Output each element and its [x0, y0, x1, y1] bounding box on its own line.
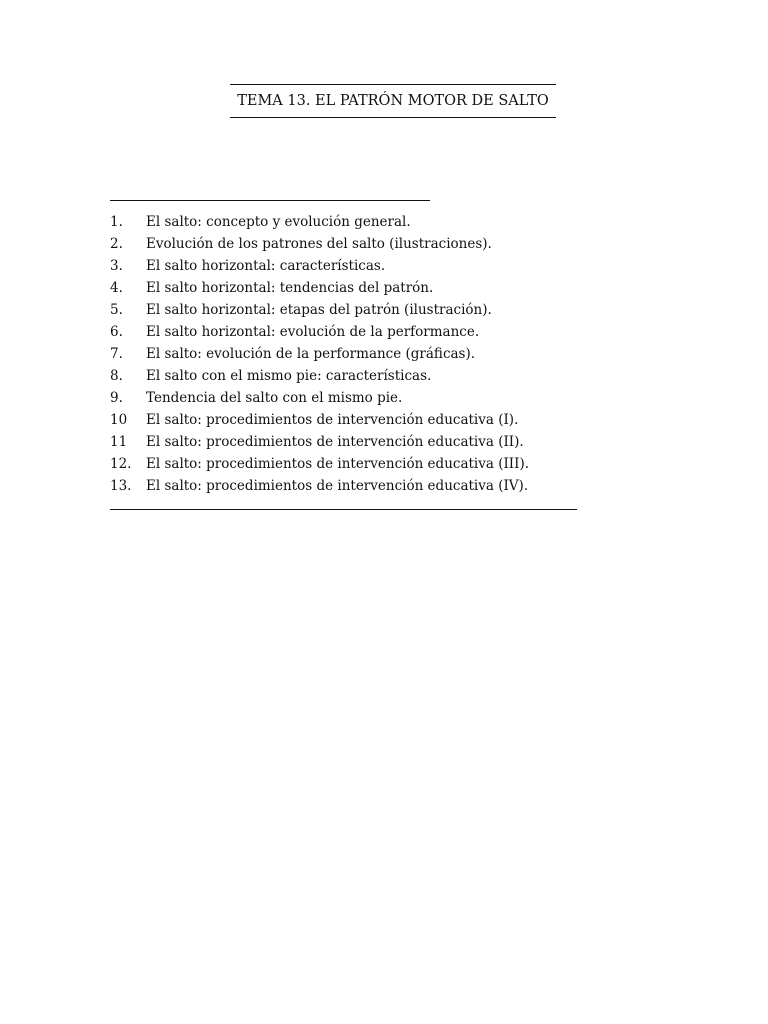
contents-item-number: 3. — [110, 258, 123, 274]
contents-item-text: El salto horizontal: evolución de la performance. — [146, 324, 480, 340]
contents-item-text: El salto: procedimientos de intervención educativa (I). — [146, 412, 519, 428]
contents-list — [110, 211, 630, 497]
contents-item — [110, 453, 630, 475]
contents-item-number: 5. — [110, 302, 123, 318]
contents-item-number: 11 — [110, 434, 128, 450]
contents-item — [110, 321, 630, 343]
contents-item — [110, 299, 630, 321]
contents-item-text: El salto con el mismo pie: características. — [146, 368, 432, 384]
contents-item-number: 6. — [110, 324, 123, 340]
contents-item-number: 8. — [110, 368, 123, 384]
contents-item-text: Tendencia del salto con el mismo pie. — [146, 390, 403, 406]
contents-item — [110, 277, 630, 299]
contents-item-text: El salto: procedimientos de intervención educativa (III). — [146, 456, 530, 472]
contents-item — [110, 211, 630, 233]
contents-item — [110, 387, 630, 409]
title-block — [230, 84, 556, 118]
contents-item — [110, 365, 630, 387]
contents-item-number: 7. — [110, 346, 123, 362]
contents-bottom-rule — [110, 509, 577, 510]
contents-item-number: 12. — [110, 456, 132, 472]
contents-item — [110, 475, 630, 497]
contents-item-number: 9. — [110, 390, 123, 406]
contents-item-text: El salto: evolución de la performance (gráficas). — [146, 346, 476, 362]
contents-item — [110, 343, 630, 365]
contents-item-text: El salto: concepto y evolución general. — [146, 214, 411, 230]
page-title: TEMA 13. EL PATRÓN MOTOR DE SALTO — [237, 93, 549, 109]
contents-item-text: El salto horizontal: etapas del patrón (ilustración). — [146, 302, 492, 318]
contents-item-number: 1. — [110, 214, 123, 230]
contents-item-number: 2. — [110, 236, 123, 252]
contents-item-number: 13. — [110, 478, 132, 494]
contents-item — [110, 431, 630, 453]
title-bottom-rule — [230, 117, 556, 118]
contents-item-text: El salto: procedimientos de intervención educativa (IV). — [146, 478, 529, 494]
contents-top-rule — [110, 200, 430, 201]
contents-item — [110, 233, 630, 255]
contents-item — [110, 409, 630, 431]
contents-item-text: El salto: procedimientos de intervención educativa (II). — [146, 434, 524, 450]
contents-item — [110, 255, 630, 277]
contents-item-text: Evolución de los patrones del salto (ilustraciones). — [146, 236, 492, 252]
contents-item-text: El salto horizontal: características. — [146, 258, 386, 274]
contents-item-number: 4. — [110, 280, 123, 296]
contents-item-text: El salto horizontal: tendencias del patrón. — [146, 280, 434, 296]
contents-item-number: 10 — [110, 412, 128, 428]
